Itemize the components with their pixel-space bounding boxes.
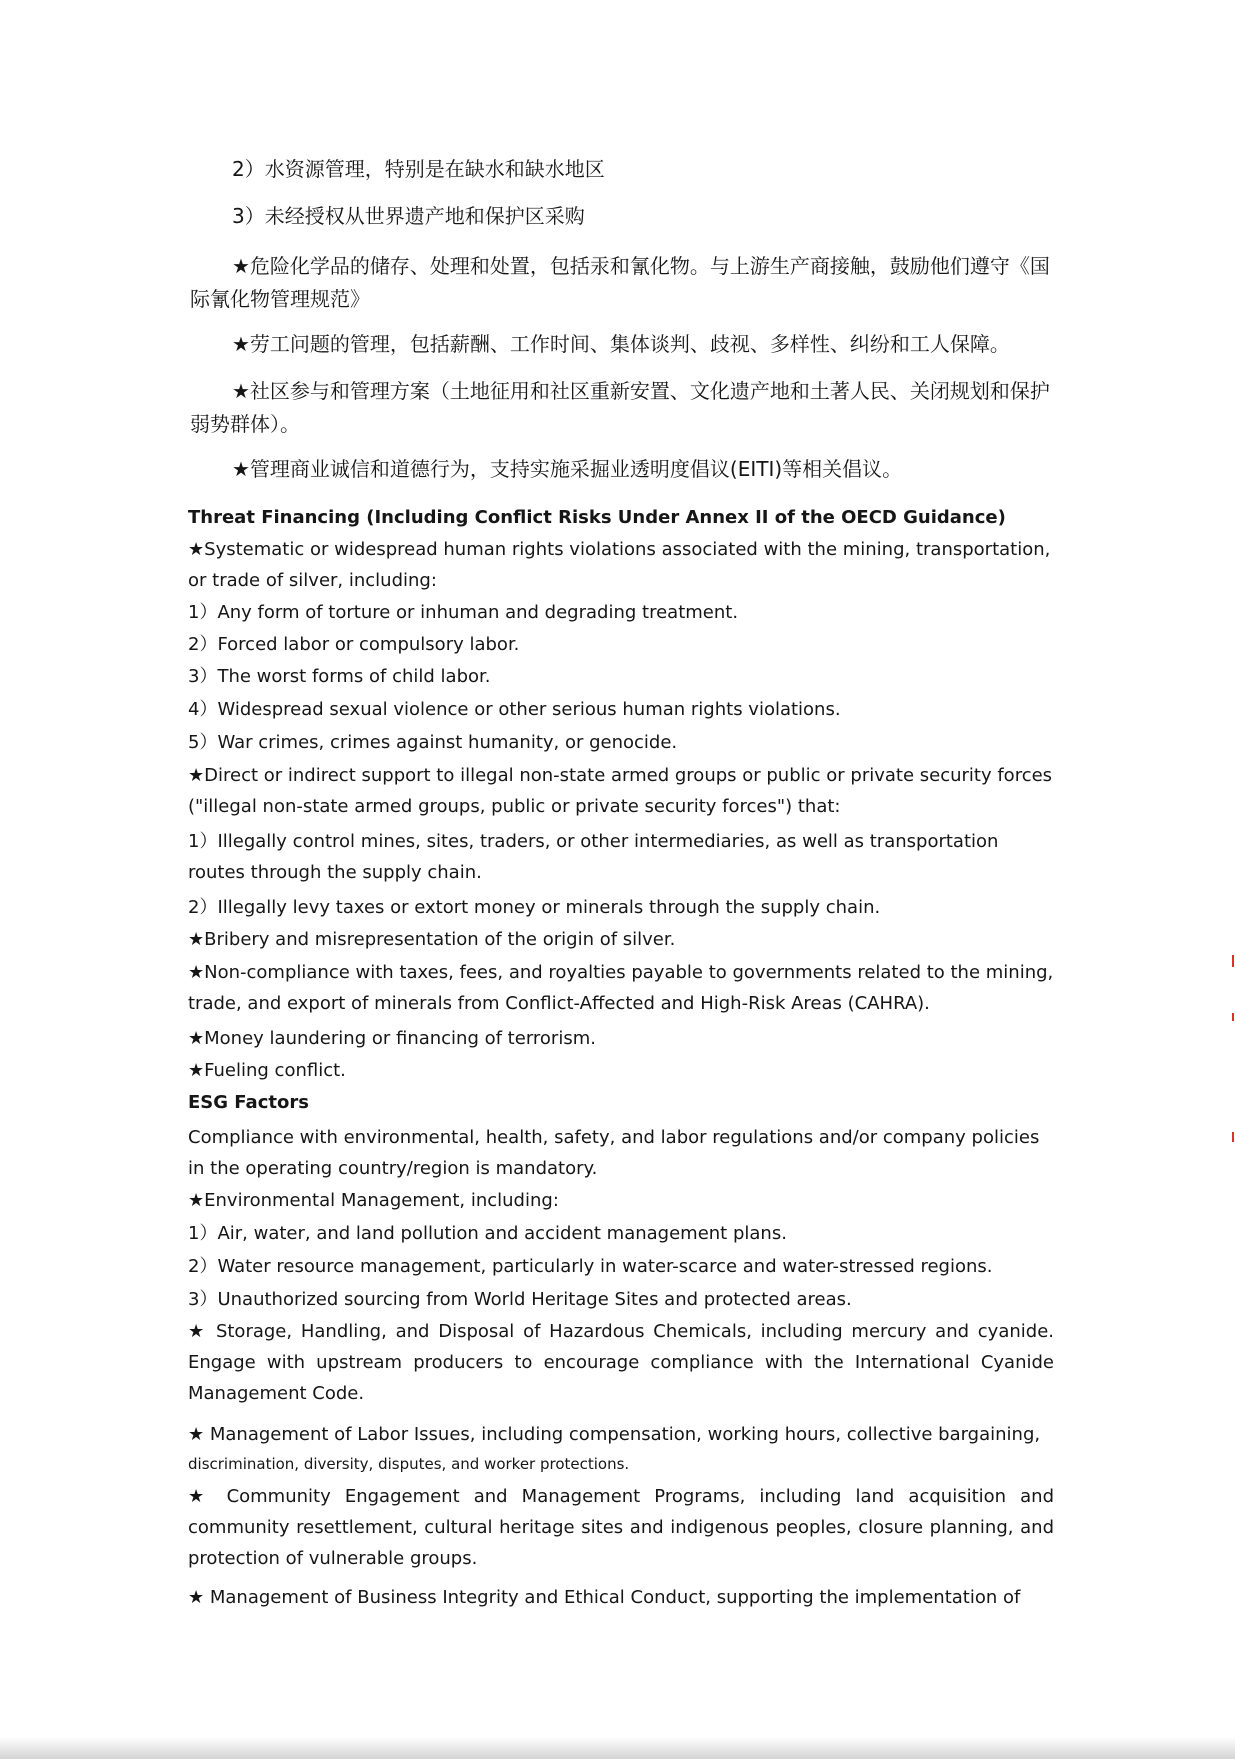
esg-line-labor-issues-cont: discrimination, diversity, disputes, and worker protections. (188, 1455, 630, 1473)
threat-line-war-crimes: 5）War crimes, crimes against humanity, or genocide. (188, 732, 678, 753)
zh-paragraph-labor: ★劳工问题的管理，包括薪酬、工作时间、集体谈判、歧视、多样性、纠纷和工人保障。 (232, 332, 1010, 356)
threat-line-money-laundering: ★Money laundering or financing of terrorism. (188, 1028, 596, 1049)
threat-line-armed-groups: ★Direct or indirect support to illegal non-state armed groups or public or private security forces ("illegal non-state armed groups, public or private security forces") that: (188, 765, 1053, 817)
threat-line-human-rights: ★Systematic or widespread human rights violations associated with the mining, transportation, or trade of silver, including: (188, 539, 1051, 591)
threat-line-bribery: ★Bribery and misrepresentation of the origin of silver. (188, 929, 676, 950)
scan-edge-mark (1232, 1132, 1234, 1142)
threat-line-non-compliance: ★Non-compliance with taxes, fees, and royalties payable to governments related to the mining, trade, and export of minerals from Conflict-Affected and High-Risk Areas (CAHRA). (188, 962, 1054, 1014)
zh-item-heritage-sourcing: 3）未经授权从世界遗产地和保护区采购 (232, 204, 585, 228)
esg-factors-heading: ESG Factors (188, 1092, 309, 1113)
esg-line-business-integrity: ★ Management of Business Integrity and Ethical Conduct, supporting the implementation of (188, 1587, 1021, 1608)
esg-line-compliance: Compliance with environmental, health, safety, and labor regulations and/or company policies in the operating country/region is mandatory. (188, 1127, 1040, 1179)
scan-edge-mark (1232, 1013, 1234, 1021)
threat-line-fueling-conflict: ★Fueling conflict. (188, 1060, 346, 1081)
esg-line-community: ★ Community Engagement and Management Programs, including land acquisition and community resettlement, cultural heritage sites and indigenous peoples, closure planning, and protection of vulnerable groups. (188, 1486, 1054, 1569)
esg-line-heritage-sourcing: 3）Unauthorized sourcing from World Heritage Sites and protected areas. (188, 1289, 852, 1310)
zh-paragraph-community: ★社区参与和管理方案（土地征用和社区重新安置、文化遗产地和土著人民、关闭规划和保护弱势群体）。 (190, 379, 1050, 436)
threat-line-illegal-control: 1）Illegally control mines, sites, traders, or other intermediaries, as well as transportation routes through the supply chain. (188, 831, 999, 883)
esg-line-pollution: 1）Air, water, and land pollution and accident management plans. (188, 1223, 787, 1244)
threat-line-sexual-violence: 4）Widespread sexual violence or other serious human rights violations. (188, 699, 841, 720)
zh-item-water-management: 2）水资源管理，特别是在缺水和缺水地区 (232, 157, 605, 181)
zh-paragraph-integrity: ★管理商业诚信和道德行为，支持实施采掘业透明度倡议(EITI)等相关倡议。 (232, 457, 903, 481)
zh-paragraph-chemicals: ★危险化学品的储存、处理和处置，包括汞和氰化物。与上游生产商接触，鼓励他们遵守《国际氰化物管理规范》 (190, 254, 1050, 311)
esg-line-labor-issues: ★ Management of Labor Issues, including compensation, working hours, collective bargaining, (188, 1424, 1041, 1445)
threat-line-torture: 1）Any form of torture or inhuman and degrading treatment. (188, 602, 739, 623)
threat-line-illegal-taxes: 2）Illegally levy taxes or extort money or minerals through the supply chain. (188, 897, 881, 918)
scan-edge-mark (1232, 955, 1234, 967)
threat-line-forced-labor: 2）Forced labor or compulsory labor. (188, 634, 520, 655)
esg-line-environmental: ★Environmental Management, including: (188, 1190, 559, 1211)
esg-line-hazardous-chemicals: ★ Storage, Handling, and Disposal of Hazardous Chemicals, including mercury and cyanide. Engage with upstream producers to encourage compliance with the International Cyanide Management Code. (188, 1321, 1054, 1404)
esg-line-water-resource: 2）Water resource management, particularly in water-scarce and water-stressed regions. (188, 1256, 993, 1277)
threat-financing-heading: Threat Financing (Including Conflict Risks Under Annex II of the OECD Guidance) (188, 507, 1006, 528)
threat-line-child-labor: 3）The worst forms of child labor. (188, 666, 491, 687)
scan-bottom-shadow (0, 1737, 1235, 1759)
